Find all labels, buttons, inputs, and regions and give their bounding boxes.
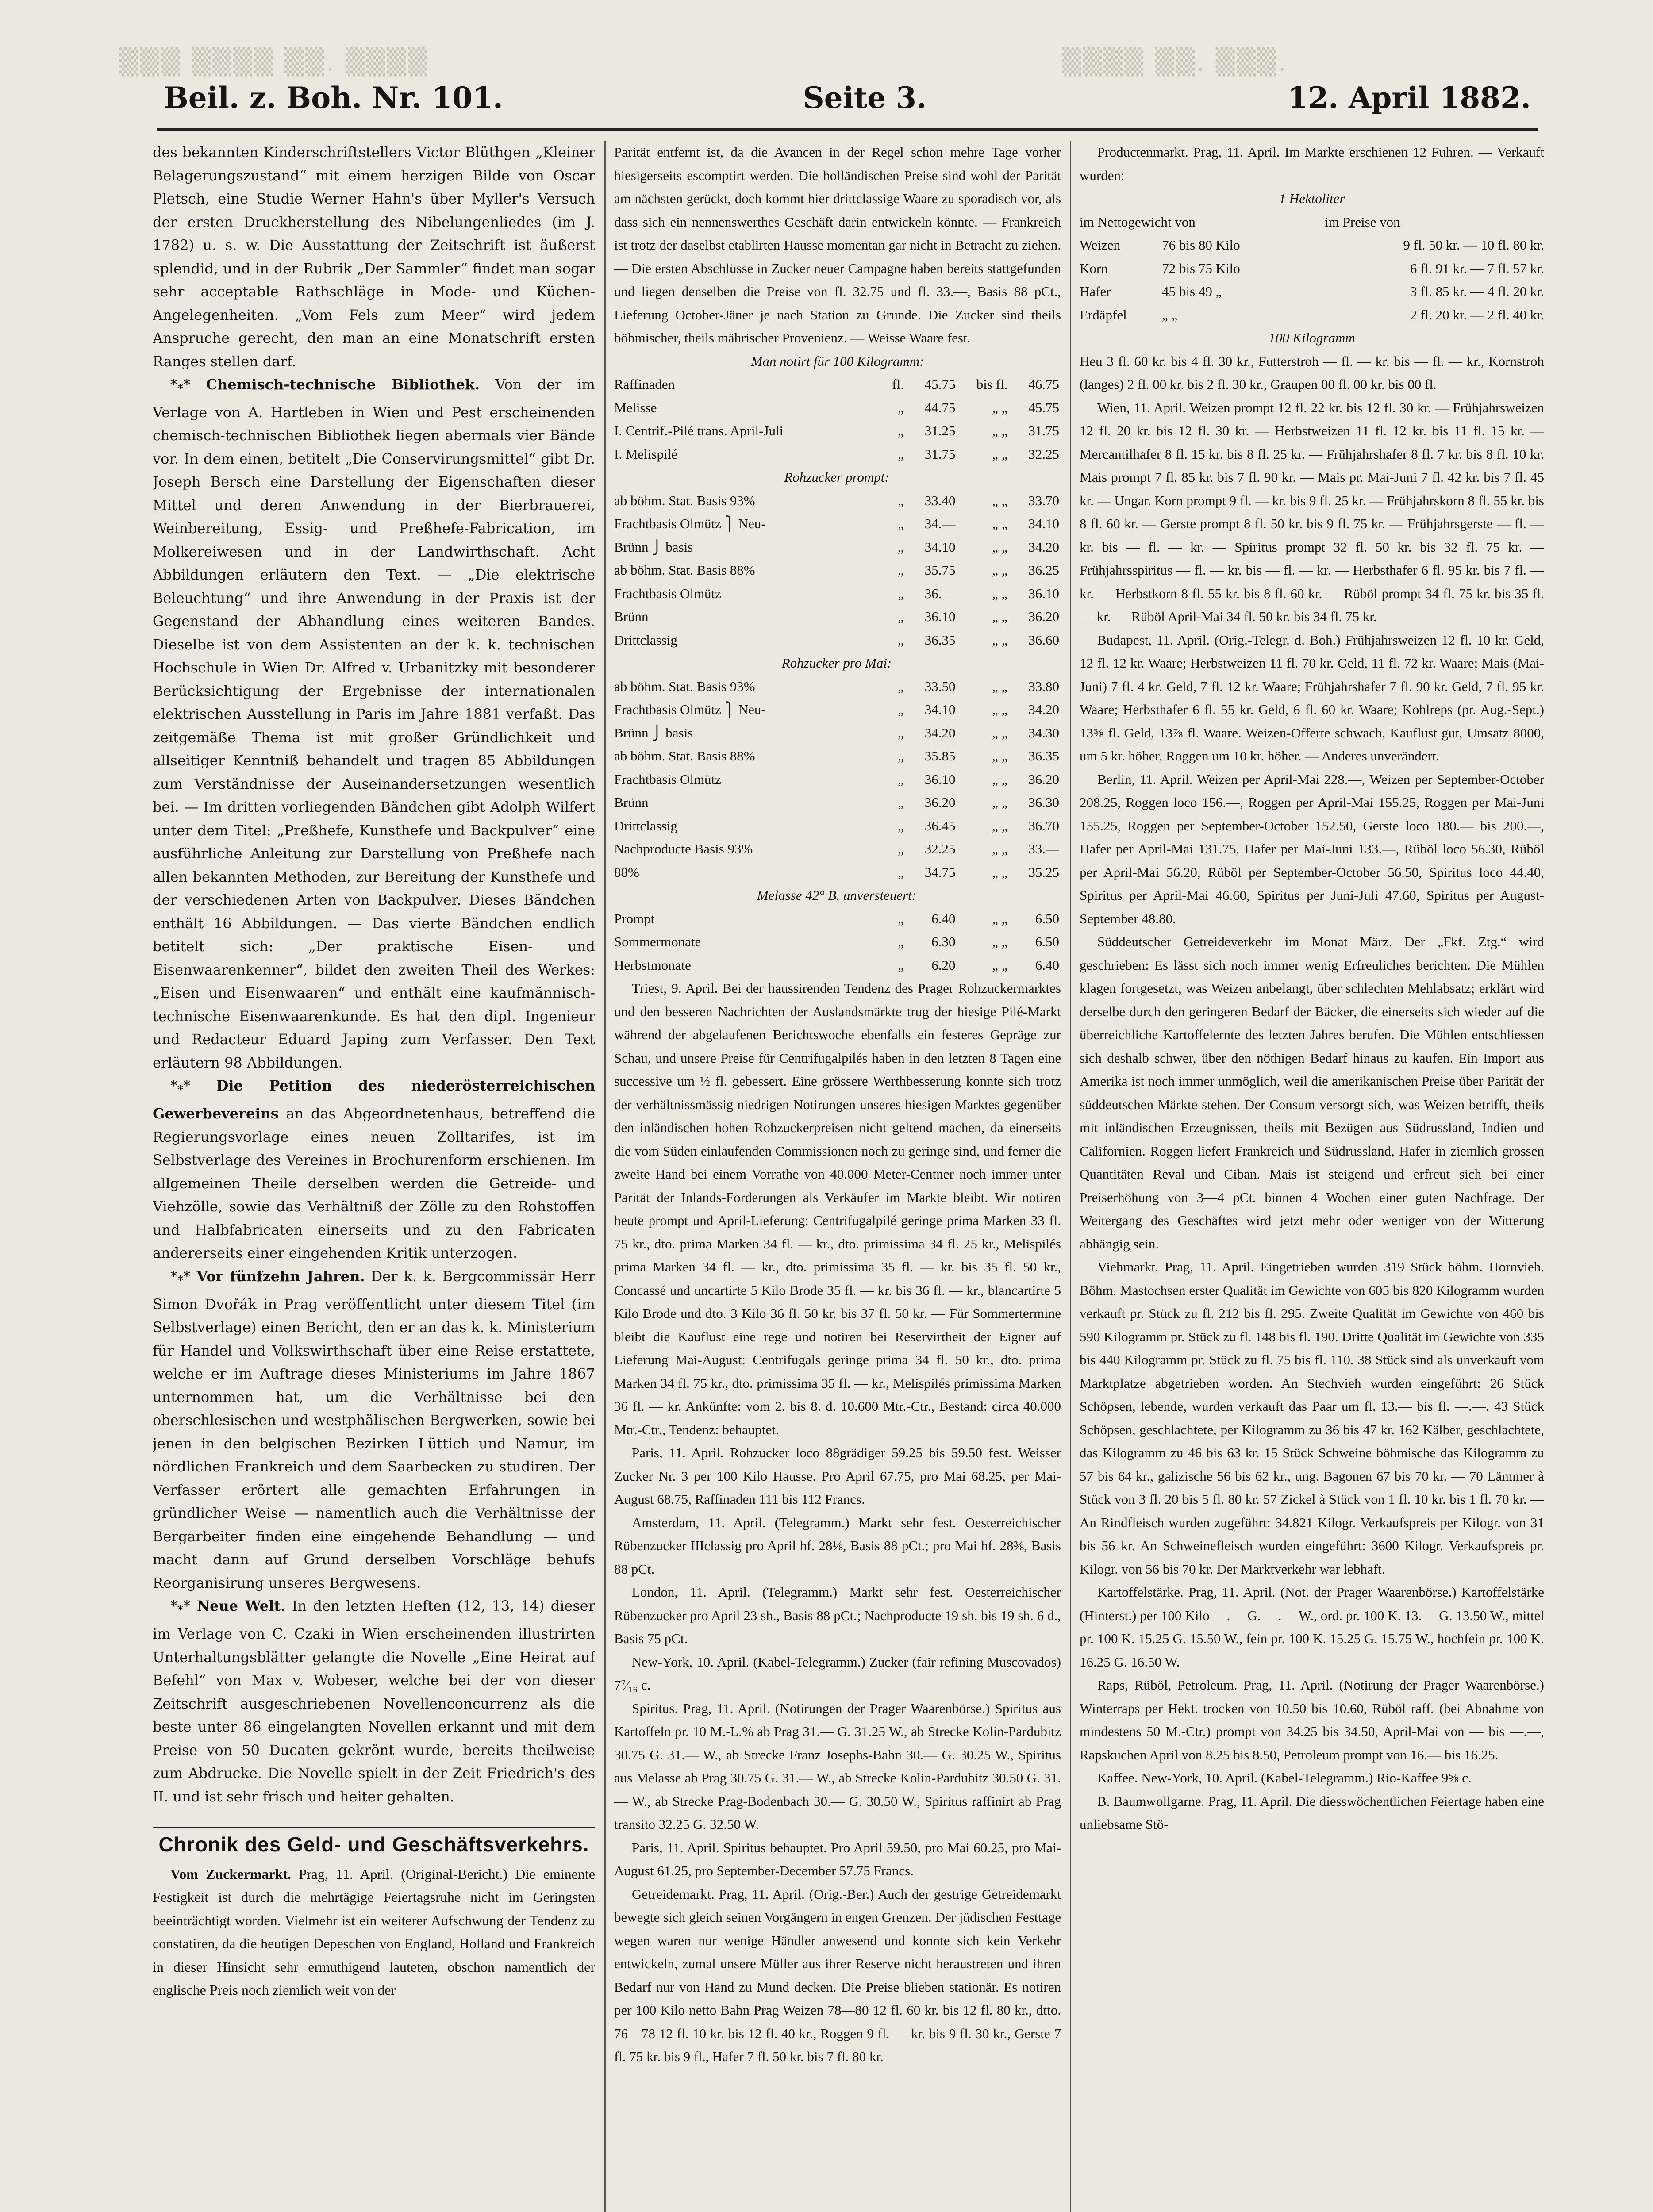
article-paragraph: Raps, Rüböl, Petroleum. Prag, 11. April. (Notirung der Prager Waarenbörse.) Winterraps per Hekt. trocken von 10.50 bis 10.60, Rüböl raff. (bei Abnahme von mindestens 50 M.-Ctr.) prompt von 34.25 bis 34.50, April-Mai von — bis —.—, Rapskuchen April von 8.25 bis 8.50, Petroleum prompt von 16.— bis 16.25. bbox=[1080, 1677, 1544, 1763]
table-row bbox=[614, 698, 1061, 722]
table-cell: „ „ bbox=[992, 585, 1008, 601]
table-header-cell: im Preise von bbox=[1325, 214, 1400, 230]
table-cell: 31.75 bbox=[1028, 423, 1059, 438]
table-row bbox=[614, 954, 1061, 977]
article-paragraph: Kaffee. New-York, 10. April. (Kabel-Telegramm.) Rio-Kaffee 9⅝ c. bbox=[1097, 1770, 1472, 1786]
table-cell: 35.25 bbox=[1028, 864, 1059, 880]
table-row bbox=[614, 768, 1061, 791]
table-subheading: Rohzucker prompt: bbox=[784, 469, 889, 485]
table-cell: ab böhm. Stat. Basis 88% bbox=[614, 562, 755, 578]
article-title: Vor fünfzehn Jahren. bbox=[196, 1267, 365, 1285]
header-page-number: Seite 3. bbox=[803, 81, 927, 115]
table-cell: 34.30 bbox=[1028, 725, 1059, 741]
table-subheading: Melasse 42° B. unversteuert: bbox=[757, 887, 917, 903]
table-cell: „ „ bbox=[992, 399, 1008, 415]
table-cell: „ bbox=[898, 771, 904, 787]
table-cell: Drittclassig bbox=[614, 818, 677, 833]
table-cell: ab böhm. Stat. Basis 93% bbox=[614, 678, 755, 694]
table-cell: „ „ bbox=[992, 446, 1008, 462]
table-cell: „ bbox=[898, 864, 904, 880]
table-cell: „ „ bbox=[992, 702, 1008, 717]
table-cell: „ „ bbox=[992, 841, 1008, 856]
table-cell: 36.10 bbox=[924, 771, 956, 787]
article-paragraph: Paris, 11. April. Rohzucker loco 88grädiger 59.25 bis 59.50 fest. Weisser Zucker Nr. 3 per 100 Kilo Hausse. Pro April 67.75, pro Mai 68.25, per Mai-August 68.75, Raffinaden 111 bis 112 Francs. bbox=[614, 1445, 1061, 1507]
table-cell: 36.45 bbox=[924, 818, 956, 833]
table-cell: 34.20 bbox=[1028, 702, 1059, 717]
table-cell: 33.70 bbox=[1028, 492, 1059, 508]
table-row bbox=[1080, 234, 1544, 257]
table-cell: I. Centrif.-Pilé trans. April-Juli bbox=[614, 423, 784, 438]
header-issue: Beil. z. Boh. Nr. 101. bbox=[164, 81, 503, 115]
table-row bbox=[614, 536, 1061, 559]
table-row bbox=[614, 930, 1061, 954]
table-row bbox=[614, 489, 1061, 513]
table-cell: 34.75 bbox=[924, 864, 956, 880]
table-cell: 36.20 bbox=[1028, 771, 1059, 787]
article-paragraph: Productenmarkt. Prag, 11. April. Im Markte erschienen 12 Fuhren. — Verkauft wurden: bbox=[1080, 144, 1544, 183]
table-cell: „ bbox=[898, 934, 904, 949]
table-cell: Erdäpfel bbox=[1080, 307, 1127, 323]
table-cell: Sommermonate bbox=[614, 934, 701, 949]
bleed-through-text: ▒▒▒ ▒▒▒▒ ▒▒. ▒▒▒▒ bbox=[119, 48, 429, 77]
table-cell: 36.20 bbox=[1028, 609, 1059, 624]
table-cell: 34.10 bbox=[924, 702, 956, 717]
article-paragraph: Amsterdam, 11. April. (Telegramm.) Markt sehr fest. Oesterreichischer Rübenzucker IIIclassig pro April hf. 28⅛, Basis 88 pCt.; pro Mai hf. 28⅜, Basis 88 pCt. bbox=[614, 1514, 1061, 1577]
article-paragraph: Parität entfernt ist, da die Avancen in der Regel schon mehre Tage vorher hiesigerseits escomptirt werden. Die holländischen Preise sind wohl der Parität am nächsten gerückt, doch kommt hier drittclassige Waare zu sporadisch vor, als dass sich ein nennenswerthes Geschäft darin entwickeln könnte. — Frankreich ist trotz der daselbst etablirten Hausse momentan gar nicht in Betracht zu ziehen. — Die ersten Abschlüsse in Zucker neuer Campagne haben bereits stattgefunden und liegen denselben die Preise von fl. 32.75 und fl. 33.—, Basis 88 pCt., Lieferung October-Jäner je nach Station zu Grunde. Die Zucker sind theils böhmischer, theils mährischer Provenienz. — Weisse Waare fest. bbox=[614, 144, 1061, 346]
article-paragraph: Spiritus. Prag, 11. April. (Notirungen der Prager Waarenbörse.) Spiritus aus Kartoffeln pr. 10 M.-L.% ab Prag 31.— G. 31.25 W., ab Strecke Kolin-Pardubitz 30.75 G. 31.— W., ab Strecke Franz Josephs-Bahn 30.— G. 30.25 W., Spiritus aus Melasse ab Prag 30.75 G. 31.— W., ab Strecke Kolin-Pardubitz 30.50 G. 31.— W., ab Strecke Prag-Bodenbach 30.— G. 30.50 W., Spiritus raffinirt ab Prag transito 32.25 G. 32.50 W. bbox=[614, 1700, 1061, 1832]
table-row bbox=[614, 512, 1061, 536]
column-left bbox=[153, 141, 595, 2212]
table-row bbox=[614, 443, 1061, 466]
table-cell: 6.30 bbox=[931, 934, 956, 949]
table-cell: „ „ bbox=[992, 632, 1008, 648]
unit-heading: 100 Kilogramm bbox=[1269, 330, 1355, 346]
table-cell: Raffinaden bbox=[614, 376, 675, 392]
table-cell: 35.75 bbox=[924, 562, 956, 578]
table-row bbox=[614, 559, 1061, 582]
table-cell: Brünn ⎭ basis bbox=[614, 725, 693, 741]
table-cell: 36.10 bbox=[924, 609, 956, 624]
table-cell: 33.40 bbox=[924, 492, 956, 508]
table-cell: „ „ bbox=[992, 910, 1008, 926]
table-cell: „ bbox=[898, 585, 904, 601]
article-paragraph: $*_**$ Vor fünfzehn Jahren. Der k. k. Bergcommissär Herr Simon Dvořák in Prag veröffentlicht unter diesem Titel (im Selbstverlage) einen Bericht, den er an das k. k. Ministerium für Handel und Volkswirthschaft über eine Reise erstattete, welche er im Auftrage dieses Ministeriums im Jahre 1867 unternommen hat, um die Verhältnisse bei den oberschlesischen und westphälischen Bergwerken, sowie bei jenen in den belgischen Bezirken Lüttich und Namur, im nördlichen Frankreich und dem Saarbecken zu studiren. Der Verfasser erörtert alle gemachten Erfahrungen in gründlicher Weise — namentlich auch die Verhältnisse der Bergarbeiter finden eine eingehende Behandlung — und macht dann auf Grund derselben Vorschläge behufs Reorganisirung unseres Bergwesens. bbox=[153, 1267, 595, 1591]
article-paragraph: Paris, 11. April. Spiritus behauptet. Pro April 59.50, pro Mai 60.25, pro Mai-August 61.25, pro September-December 57.75 Francs. bbox=[614, 1839, 1061, 1878]
table-cell: „ „ bbox=[992, 725, 1008, 741]
table-cell: 3 fl. 85 kr. — 4 fl. 20 kr. bbox=[1410, 284, 1544, 299]
table-cell: 46.75 bbox=[1028, 376, 1059, 392]
table-cell: 34.20 bbox=[924, 725, 956, 741]
article-paragraph: Süddeutscher Getreideverkehr im Monat März. Der „Fkf. Ztg.“ wird geschrieben: Es lässt sich noch immer wenig Erfreuliches berichten. Die Mühlen klagen fortgesetzt, was Weizen anbelangt, über schlechten Mehlabsatz; erklärt wird derselbe durch den geringeren Bedarf der Bäcker, die einerseits sich wieder auf die überreichliche Kartoffelernte des letzten Jahres berufen. Die Mühlen entschliessen sich deshalb schwer, über den nöthigen Bedarf hinaus zu kaufen. Ein Import aus Amerika ist noch immer unmöglich, weil die amerikanischen Preise über Parität der süddeutschen Märkte stehen. Der Consum versorgt sich, was Weizen betrifft, theils mit inländischen Erzeugnissen, theils mit Bezügen aus Südrussland, Indien und Californien. Roggen liefert Frankreich und Südrussland, Hafer in ziemlich grossen Quantitäten Reval und Ciban. Mais ist steigend und erfreut sich bei einer Preiserhöhung von 3—4 pCt. binnen 4 Wochen einer guten Nachfrage. Der Weitergang des Geschäftes wird jetzt mehr oder weniger von der Witterung abhängig sein. bbox=[1080, 934, 1544, 1252]
table-cell: „ bbox=[898, 446, 904, 462]
article-paragraph: Triest, 9. April. Bei der haussirenden Tendenz des Prager Rohzuckermarktes und den besseren Nachrichten der Auslandsmärkte trug der hiesige Pilé-Markt während der abgelaufenen Berichtswoche ebenfalls ein festeres Gepräge zur Schau, und unsere Preise für Centrifugalpilés haben in den letzten 8 Tagen eine successive um ½ fl. gebessert. Eine grössere Werthbesserung konnte sich trotz der verhältnissmässig niedrigen Notirungen unseres hiesigen Marktes gegenüber den inländischen hohen Rohzuckerpreisen nicht geltend machen, da einerseits die vom Süden einlaufenden Commissionen noch zu geringe sind, und ferner die zweite Hand bei einem Vorrathe von 40.000 Meter-Centner noch immer unter Parität der Inlands-Forderungen als Verkäufer im Markte bleibt. Wir notiren heute prompt und April-Lieferung: Centrifugalpilé geringe prima Marken 33 fl. 75 kr., dto. prima Marken 34 fl. — kr., dto. primissima 34 fl. 25 kr., Melispilés prima Marken 34 fl. — kr., dto. primissima 35 fl. — kr. bis 35 fl. 50 kr., Concassé und uncartirte 5 Kilo Brode 35 fl. — kr. bis 36 fl. — kr., blancartirte 5 Kilo Brode und dto. 3 Kilo 36 fl. 50 kr. bis 37 fl. 50 kr. — Für Sommertermine bleibt die Kauflust eine rege und notiren bei Reservirtheit der Eigner auf Lieferung Mai-August: Centrifugals geringe prima 34 fl. 50 kr., dto. prima Marken 34 fl. 75 kr., dto. primissima 35 fl. — kr., Melispilés primissima Marken 36 fl. — kr. Ankünfte: vom 2. bis 8. d. 10.600 Mtr.-Ctr., Bestand: circa 40.000 Mtr.-Ctr., Tendenz: behauptet. bbox=[614, 980, 1061, 1437]
table-cell: 36.10 bbox=[1028, 585, 1059, 601]
table-cell: Drittclassig bbox=[614, 632, 677, 648]
table-cell: 31.25 bbox=[924, 423, 956, 438]
table-cell: „ bbox=[898, 539, 904, 555]
table-cell: „ bbox=[898, 702, 904, 717]
table-cell: 33.50 bbox=[924, 678, 956, 694]
table-row bbox=[614, 814, 1061, 838]
table-cell: Weizen bbox=[1080, 237, 1121, 253]
table-cell: „ bbox=[898, 609, 904, 624]
table-cell: „ „ bbox=[992, 864, 1008, 880]
article-title: Neue Welt. bbox=[196, 1598, 286, 1615]
table-row bbox=[614, 745, 1061, 768]
table-subheading: Rohzucker pro Mai: bbox=[781, 655, 892, 671]
table-cell: „ bbox=[898, 632, 904, 648]
table-cell: „ bbox=[898, 841, 904, 856]
table-cell: „ „ bbox=[992, 771, 1008, 787]
table-cell: „ bbox=[898, 423, 904, 438]
table-cell: 36.35 bbox=[924, 632, 956, 648]
table-cell: 36.— bbox=[924, 585, 956, 601]
header-date: 12. April 1882. bbox=[1288, 81, 1531, 115]
table-cell: „ „ bbox=[992, 609, 1008, 624]
table-cell: 88% bbox=[614, 864, 639, 880]
table-cell: „ „ bbox=[992, 492, 1008, 508]
table-cell: „ bbox=[898, 399, 904, 415]
table-cell: 36.30 bbox=[1028, 795, 1059, 810]
table-cell: „ „ bbox=[992, 748, 1008, 764]
table-cell: „ „ bbox=[992, 818, 1008, 833]
table-row bbox=[614, 419, 1061, 443]
table-cell: „ bbox=[898, 678, 904, 694]
table-cell: 76 bis 80 Kilo bbox=[1162, 237, 1240, 253]
table-cell: 32.25 bbox=[924, 841, 956, 856]
table-cell: „ bbox=[898, 957, 904, 973]
article-title: Chemisch-technische Bibliothek. bbox=[206, 376, 480, 393]
article-paragraph: Viehmarkt. Prag, 11. April. Eingetrieben wurden 319 Stück böhm. Hornvieh. Böhm. Mastochsen erster Qualität im Gewichte von 605 bis 820 Kilogramm wurden verkauft pr. Stück zu fl. 212 bis fl. 295. Zweite Qualität im Gewichte von 460 bis 590 Kilogramm pr. Stück zu fl. 148 bis fl. 190. Dritte Qualität im Gewichte von 335 bis 440 Kilogramm pr. Stück zu fl. 75 bis fl. 110. 38 Stück sind als unverkauft vom Marktplatze abgetrieben worden. An Stechvieh wurden eingeführt: 26 Stück Schöpsen, lebende, wurden verkauft das Paar um fl. 13.— bis fl. —.—. 43 Stück Schöpsen, geschlachtete, per Kilogramm zu 36 bis 47 kr. 162 Kälber, geschlachtete, das Kilogramm zu 46 bis 63 kr. 15 Stück Schweine böhmische das Kilogramm zu 57 bis 64 kr., galizische 56 bis 62 kr., ung. Bagonen 67 bis 70 kr. — 70 Lämmer à Stück von 3 fl. 20 bis 5 fl. 80 kr. 57 Zickel à Stück von 1 fl. 10 kr. bis 1 fl. 70 kr. — An Rindfleisch wurden zugeführt: 34.821 Kilogr. Verkaufspreis per Kilogr. von 31 bis 56 kr. An Schweinefleisch wurden eingeführt: 3600 Kilogr. Verkaufspreis pr. Kilogr. von 56 bis 70 kr. Der Marktverkehr war lebhaft. bbox=[1080, 1259, 1544, 1577]
table-cell: 36.20 bbox=[924, 795, 956, 810]
table-cell: Frachtbasis Olmütz bbox=[614, 585, 721, 601]
table-cell: 35.85 bbox=[924, 748, 956, 764]
table-cell: „ „ bbox=[992, 678, 1008, 694]
table-row bbox=[614, 629, 1061, 652]
table-row bbox=[614, 861, 1061, 884]
table-cell: Frachtbasis Olmütz bbox=[614, 771, 721, 787]
table-cell: „ „ bbox=[992, 934, 1008, 949]
table-cell: 34.— bbox=[924, 516, 956, 531]
table-cell: „ „ bbox=[1162, 307, 1178, 323]
table-cell: „ bbox=[898, 562, 904, 578]
table-cell: „ bbox=[898, 818, 904, 833]
table-row bbox=[614, 722, 1061, 745]
column-middle bbox=[614, 141, 1061, 2212]
table-cell: Brünn bbox=[614, 795, 649, 810]
table-row bbox=[614, 907, 1061, 931]
table-cell: „ „ bbox=[992, 957, 1008, 973]
table-cell: „ bbox=[898, 795, 904, 810]
table-row bbox=[614, 837, 1061, 861]
table-cell: „ bbox=[898, 910, 904, 926]
table-cell: 45.75 bbox=[924, 376, 956, 392]
article-paragraph: Budapest, 11. April. (Orig.-Telegr. d. Boh.) Frühjahrsweizen 12 fl. 10 kr. Geld, 12 fl. 12 kr. Waare; Herbstweizen 11 fl. 70 kr. Geld, 11 fl. 72 kr. Waare; Mais (Mai-Juni) 7 fl. 4 kr. Geld, 7 fl. 12 kr. Waare; Frühjahrshafer 7 fl. 90 kr. Geld, 7 fl. 95 kr. Waare; Herbsthafer 6 fl. 55 kr. Geld, 6 fl. 60 kr. Waare; Kohlreps (pr. Aug.-Sept.) 13⅝ fl. Geld, 13⅞ fl. Waare. Weizen-Offerte schwach, Kauflust gut, Umsatz 8000, um 5 kr. höher, Roggen um 10 kr. höher. — Anderes unverändert. bbox=[1080, 632, 1544, 764]
article-paragraph: Berlin, 11. April. Weizen per April-Mai 228.—, Weizen per September-October 208.25, Roggen loco 156.—, Roggen per April-Mai 155.25, Roggen per Mai-Juni 155.25, Roggen per September-October 152.50, Gerste loco 180.— bis 200.—, Hafer per April-Mai 131.75, Hafer per Mai-Juni 133.—, Rüböl loco 56.30, Rüböl per April-Mai 56.20, Rüböl per September-October 56.50, Spiritus loco 44.40, Spiritus per April-Mai 46.60, Spiritus per Juni-Juli 47.60, Spiritus per August-September 48.80. bbox=[1080, 771, 1544, 926]
price-table-title: Man notirt für 100 Kilogramm: bbox=[751, 353, 924, 369]
table-cell: 33.— bbox=[1028, 841, 1059, 856]
table-cell: bis fl. bbox=[976, 376, 1008, 392]
table-cell: Korn bbox=[1080, 260, 1108, 276]
sugar-price-table bbox=[614, 373, 1061, 977]
table-row bbox=[614, 791, 1061, 814]
table-cell: „ „ bbox=[992, 423, 1008, 438]
table-cell: 6 fl. 91 kr. — 7 fl. 57 kr. bbox=[1410, 260, 1544, 276]
table-cell: 31.75 bbox=[924, 446, 956, 462]
column-right bbox=[1080, 141, 1544, 2212]
table-row bbox=[614, 396, 1061, 420]
article-paragraph: $*_**$ Die Petition des niederösterreichischen Gewerbevereins an das Abgeordnetenhaus, betreffend die Regierungsvorlage eines neuen Zolltarifes, ist im Selbstverlage des Vereines in Brochurenform erschienen. Im allgemeinen Theile derselben werden die Getreide- und Viehzölle, sowie das Verhältniß der Zölle zu den Rohstoffen und Halbfabricaten einerseits und zu den Fabricaten andererseits einer eingehenden Kritik unterzogen. bbox=[153, 1077, 595, 1262]
table-cell: 36.25 bbox=[1028, 562, 1059, 578]
table-cell: 36.70 bbox=[1028, 818, 1059, 833]
article-paragraph: Wien, 11. April. Weizen prompt 12 fl. 22 kr. bis 12 fl. 30 kr. — Frühjahrsweizen 12 fl. 20 kr. bis 12 fl. 30 kr. — Herbstweizen 11 fl. 12 kr. bis 11 fl. 15 kr. — Mercantilhafer 8 fl. 15 kr. bis 8 fl. 25 kr. — Frühjahrshafer 8 fl. 7 kr. bis 8 fl. 10 kr. Mais prompt 7 fl. 85 kr. bis 7 fl. 90 kr. — Mais pr. Mai-Juni 7 fl. 42 kr. bis 7 fl. 45 kr. — Ungar. Korn prompt 9 fl. — kr. bis 9 fl. 25 kr. — Frühjahrskorn 8 fl. 55 kr. bis 8 fl. 60 kr. — Gerste prompt 8 fl. 50 kr. bis 9 fl. 75 kr. — Frühjahrsgerste — fl. — kr. bis — fl. — kr. — Spiritus prompt 32 fl. 50 kr. bis 32 fl. 75 kr. — Frühjahrsspiritus — fl. — kr. bis — fl. — kr. — Herbsthafer 6 fl. 95 kr. bis 7 fl. — kr. — Herbstkorn 8 fl. 55 kr. bis 8 fl. 60 kr. — Rüböl prompt 34 fl. 75 kr. bis 35 fl. — kr. — Rüböl April-Mai 34 fl. 50 kr. bis 34 fl. 75 kr. bbox=[1080, 399, 1544, 624]
article-paragraph: Kartoffelstärke. Prag, 11. April. (Not. der Prager Waarenbörse.) Kartoffelstärke (Hinterst.) per 100 Kilo —.— G. —.— W., ord. pr. 100 K. 13.— G. 13.50 W., mittel pr. 100 K. 15.25 G. 15.50 W., fein pr. 100 K. 15.25 G. 15.75 W., hochfein pr. 100 K. 16.25 G. 16.50 W. bbox=[1080, 1584, 1544, 1670]
table-cell: Frachtbasis Olmütz ⎫ Neu- bbox=[614, 702, 766, 717]
table-cell: 45 bis 49 „ bbox=[1162, 284, 1222, 299]
table-cell: „ bbox=[898, 748, 904, 764]
table-cell: 34.20 bbox=[1028, 539, 1059, 555]
article-paragraph: des bekannten Kinderschriftstellers Victor Blüthgen „Kleiner Belagerungszustand“ mit einem herzigen Bilde von Oscar Pletsch, eine Studie Werner Hahn's über Myller's Versuch der ersten Druckherstellung des Nibelungenliedes (im J. 1782) u. s. w. Die Ausstattung der Zeitschrift ist äußerst splendid, und in der Rubrik „Der Sammler“ findet man sogar sehr acceptable Rathschläge in Mode- und Küchen-Angelegenheiten. „Vom Fels zum Meer“ wird jedem Anspruche gerecht, den man an eine Monatschrift ersten Ranges stellen darf. bbox=[153, 144, 595, 370]
column-rule bbox=[604, 141, 606, 2212]
page-header bbox=[159, 81, 1531, 125]
table-cell: Herbstmonate bbox=[614, 957, 691, 973]
article-title: Die Petition des niederösterreichischen Gewerbevereins bbox=[153, 1077, 595, 1122]
table-cell: „ bbox=[898, 516, 904, 531]
table-cell: I. Melispilé bbox=[614, 446, 677, 462]
table-cell: Nachproducte Basis 93% bbox=[614, 841, 753, 856]
table-cell: „ „ bbox=[992, 562, 1008, 578]
column-rule bbox=[1070, 141, 1071, 2212]
table-cell: fl. bbox=[892, 376, 904, 392]
grain-price-table bbox=[1080, 211, 1544, 327]
article-paragraph: $*_**$ Neue Welt. In den letzten Heften (12, 13, 14) dieser im Verlage von C. Czaki in Wien erscheinenden illustrirten Unterhaltungsblätter gelangte die Novelle „Eine Heirat auf Befehl“ von Max v. Wobeser, welche bei der von dieser Zeitschrift ausgeschriebenen Novellenconcurrenz als die beste unter 86 eingelangten Novellen erkannt und mit dem Preise von 50 Ducaten gekrönt wurde, bereits theilweise zum Abdrucke. Die Novelle spielt in der Zeit Friedrich's des II. und ist sehr frisch und heiter gehalten. bbox=[153, 1598, 595, 1805]
section-title: Chronik des Geld- und Geschäftsverkehrs. bbox=[153, 1827, 595, 1856]
table-row bbox=[1080, 257, 1544, 280]
table-cell: Brünn bbox=[614, 609, 649, 624]
table-cell: 6.50 bbox=[1035, 934, 1059, 949]
article-paragraph: Vom Zuckermarkt. Prag, 11. April. (Original-Bericht.) Die eminente Festigkeit ist durch die mehrtägige Feiertagsruhe nicht im Geringsten beeinträchtigt worden. Vielmehr ist ein weiterer Aufschwung der Tendenz zu constatiren, da die heutigen Depeschen von England, Holland und Frankreich in dieser Hinsicht sehr ermuthigend lauteten, obschon namentlich der englische Preis noch ziemlich weit von der bbox=[153, 1866, 595, 1998]
table-cell: „ bbox=[898, 492, 904, 508]
table-cell: Hafer bbox=[1080, 284, 1111, 299]
table-cell: Frachtbasis Olmütz ⎫ Neu- bbox=[614, 516, 766, 531]
table-cell: 45.75 bbox=[1028, 399, 1059, 415]
unit-heading: 1 Hektoliter bbox=[1279, 191, 1345, 206]
table-row bbox=[614, 605, 1061, 629]
table-row bbox=[614, 582, 1061, 606]
table-cell: 34.10 bbox=[1028, 516, 1059, 531]
table-cell: 6.40 bbox=[1035, 957, 1059, 973]
table-cell: 33.80 bbox=[1028, 678, 1059, 694]
table-cell: Prompt bbox=[614, 910, 655, 926]
table-cell: 34.10 bbox=[924, 539, 956, 555]
table-cell: ab böhm. Stat. Basis 93% bbox=[614, 492, 755, 508]
article-paragraph: Heu 3 fl. 60 kr. bis 4 fl. 30 kr., Futterstroh — fl. — kr. bis — fl. — kr., Kornstroh (langes) 2 fl. 00 kr. bis 2 fl. 30 kr., Graupen 00 fl. 00 kr. bis 00 fl. bbox=[1080, 353, 1544, 392]
table-cell: 32.25 bbox=[1028, 446, 1059, 462]
table-row bbox=[1080, 303, 1544, 327]
table-cell: Brünn ⎭ basis bbox=[614, 539, 693, 555]
table-cell: 72 bis 75 Kilo bbox=[1162, 260, 1240, 276]
table-cell: „ „ bbox=[992, 539, 1008, 555]
table-cell: 44.75 bbox=[924, 399, 956, 415]
table-cell: 36.60 bbox=[1028, 632, 1059, 648]
table-cell: 36.35 bbox=[1028, 748, 1059, 764]
table-row bbox=[614, 675, 1061, 699]
header-rule bbox=[157, 128, 1538, 131]
table-cell: 6.40 bbox=[931, 910, 956, 926]
table-cell: „ „ bbox=[992, 516, 1008, 531]
table-cell: „ „ bbox=[992, 795, 1008, 810]
bleed-through-text: ▒▒▒▒ ▒▒. ▒▒▒. bbox=[1062, 48, 1288, 77]
table-cell: „ bbox=[898, 725, 904, 741]
table-cell: 2 fl. 20 kr. — 2 fl. 40 kr. bbox=[1410, 307, 1544, 323]
table-header-cell: im Nettogewicht von bbox=[1080, 214, 1196, 230]
article-paragraph: Getreidemarkt. Prag, 11. April. (Orig.-Ber.) Auch der gestrige Getreidemarkt bewegte sich gleich seinen Vorgängern in engen Grenzen. Der jüdischen Festtage wegen waren nur wenige Händler anwesend und konnte sich kein Verkehr entwickeln, zumal unsere Müller aus ihrer Reserve nicht heraustreten und ihren Bedarf nur von Hand zu Mund decken. Die Preise blieben stationär. Es notiren per 100 Kilo netto Bahn Prag Weizen 78—80 12 fl. 60 kr. bis 12 fl. 80 kr., dtto. 76—78 12 fl. 10 kr. bis 12 fl. 40 kr., Roggen 9 fl. — kr. bis 9 fl. 30 kr., Gerste 7 fl. 75 kr. bis 9 fl., Hafer 7 fl. 50 kr. bis 7 fl. 80 kr. bbox=[614, 1886, 1061, 2064]
table-cell: 9 fl. 50 kr. — 10 fl. 80 kr. bbox=[1403, 237, 1544, 253]
article-paragraph: B. Baumwollgarne. Prag, 11. April. Die diesswöchentlichen Feiertage haben eine unliebsame Stö- bbox=[1080, 1793, 1544, 1832]
table-cell: ab böhm. Stat. Basis 88% bbox=[614, 748, 755, 764]
article-title: Vom Zuckermarkt. bbox=[170, 1866, 291, 1882]
table-cell: Melisse bbox=[614, 399, 657, 415]
table-cell: 6.20 bbox=[931, 957, 956, 973]
table-cell: 6.50 bbox=[1035, 910, 1059, 926]
table-row bbox=[614, 373, 1061, 396]
article-paragraph: New-York, 10. April. (Kabel-Telegramm.) Zucker (fair refining Muscovados) 7⁷⁄₁₆ c. bbox=[614, 1654, 1061, 1693]
article-paragraph: London, 11. April. (Telegramm.) Markt sehr fest. Oesterreichischer Rübenzucker pro April 23 sh., Basis 88 pCt.; Nachproducte 19 sh. bis 19 sh. 6 d., Basis 75 pCt. bbox=[614, 1584, 1061, 1646]
table-row bbox=[1080, 280, 1544, 303]
article-paragraph: $*_**$ Chemisch-technische Bibliothek. Von der im Verlage von A. Hartleben in Wien und Pest erscheinenden chemisch-technischen Bibliothek liegen abermals vier Bände vor. In dem einen, betitelt „Die Conservirungsmittel“ gibt Dr. Joseph Bersch eine Darstellung der Eigenschaften dieser Mittel und deren Anwendung in der Bierbrauerei, Weinbereitung, Essig- und Preßhefe-Fabrication, im Molkereiwesen und in der Landwirthschaft. Acht Abbildungen erläutern den Text. — „Die elektrische Beleuchtung“ und ihre Anwendung in der Praxis ist der Gegenstand der Abhandlung eines weiteren Bandes. Dieselbe ist von dem Assistenten an der k. k. technischen Hochschule in Wien Dr. Alfred v. Urbanitzky mit besonderer Berücksichtigung der Ergebnisse der internationalen elektrischen Ausstellung in Paris im Jahre 1881 verfaßt. Das zeitgemäße Thema ist mit großer Gründlichkeit und allseitiger Kenntniß behandelt und tragen 85 Abbildungen zum Verständnisse der Auseinandersetzungen wesentlich bei. — Im dritten vorliegenden Bändchen gibt Adolph Wilfert unter dem Titel: „Preßhefe, Kunsthefe und Backpulver“ eine ausführliche Anleitung zur Darstellung von Preßhefe nach allen bekannten Methoden, zur Bereitung der Kunsthefe und der verschiedenen Arten von Backpulver. Dieses Bändchen enthält 16 Abbildungen. — Das vierte Bändchen endlich betitelt sich: „Der praktische Eisen- und Eisenwaarenkenner“, bildet den zweiten Theil des Werkes: „Eisen und Eisenwaaren“ und enthält eine kaufmännisch-technische Eisenwaarenkunde. Es hat den dipl. Ingenieur und Redacteur Eduard Japing zum Verfasser. Den Text erläutern 98 Abbildungen. bbox=[153, 376, 595, 1071]
